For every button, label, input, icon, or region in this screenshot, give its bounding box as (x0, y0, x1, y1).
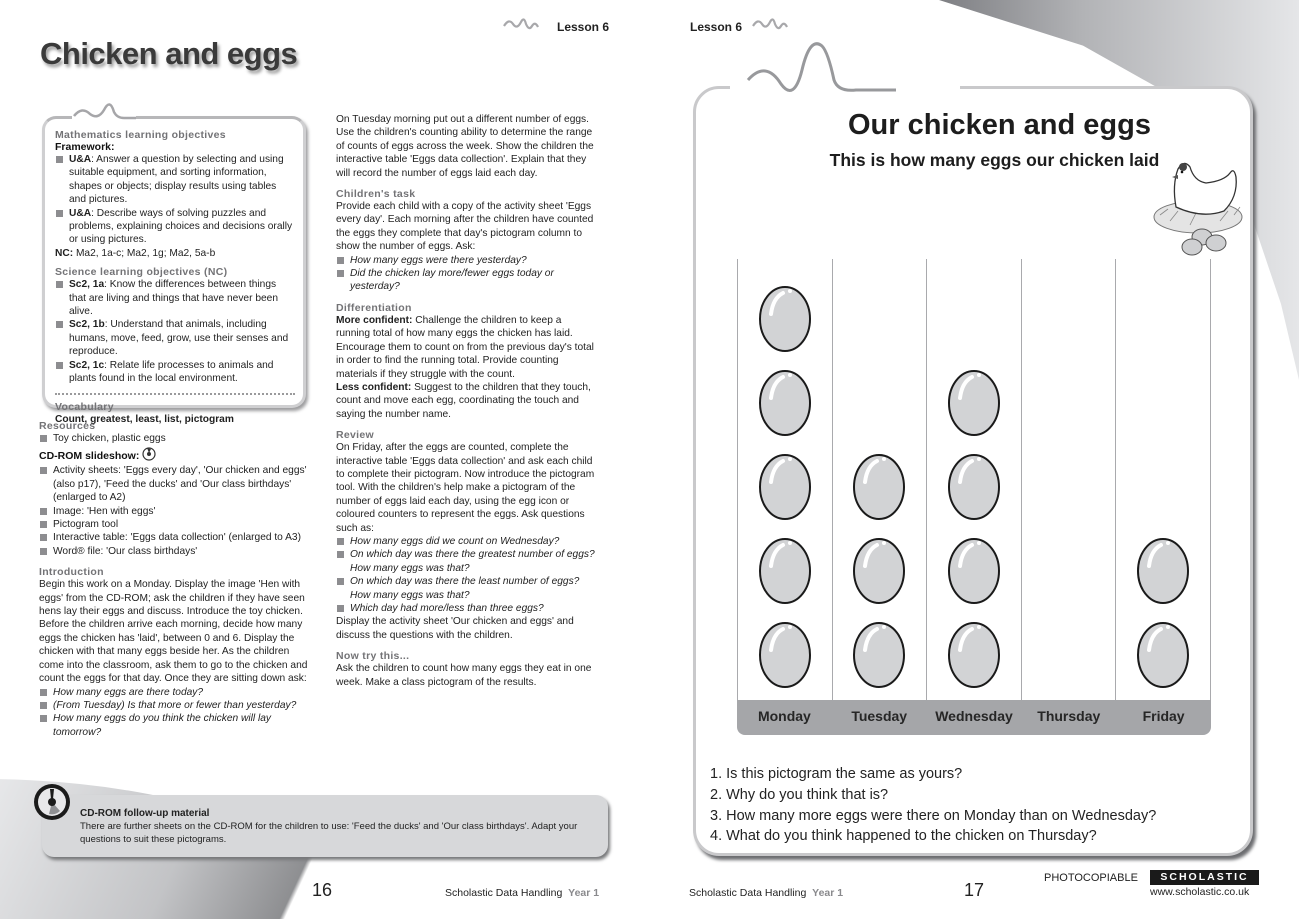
cdrom-followup-box (42, 795, 608, 857)
right-page (650, 0, 1299, 919)
resource-item: Toy chicken, plastic eggs (39, 432, 317, 445)
childrens-task-heading: Children's task (336, 188, 416, 201)
resource-item: Pictogram tool (39, 518, 317, 531)
introduction-question: (From Tuesday) Is that more or fewer than yesterday? (39, 699, 317, 712)
differentiation-heading: Differentiation (336, 301, 412, 314)
childrens-task-text: Provide each child with a copy of the activity sheet 'Eggs every day'. Each morning after the children have counted the eggs they complete that day's pictogram column to show the number of eggs. Ask: (336, 201, 594, 253)
hen-on-nest-icon (1150, 145, 1245, 260)
egg-icon (1135, 618, 1191, 690)
squiggle-icon (752, 14, 788, 34)
book-title-footer: Scholastic Data Handling Year 1 (689, 887, 844, 899)
objectives-box (42, 116, 306, 425)
pictogram-column-monday (737, 259, 832, 700)
question-item: 1. Is this pictogram the same as yours? (710, 766, 963, 782)
vocabulary-text: Count, greatest, least, list, pictogram (55, 413, 234, 425)
egg-icon (1135, 534, 1191, 606)
cdrom-followup-heading: CD-ROM follow-up material (80, 808, 210, 819)
review-text: On Friday, after the eggs are counted, complete the interactive table 'Eggs data collection' and ask each child to complete their pictogram. Now introduce the pictogram tool. With the children's help make a pictogram of the number of eggs laid each day, using the egg icon or coloured counters to represent the eggs. Ask questions such as: (336, 442, 595, 534)
resource-item: Word® file: 'Our class birthdays' (39, 545, 317, 558)
scholastic-logo: SCHOLASTIC (1150, 870, 1259, 885)
day-label: Tuesday (851, 708, 908, 724)
photocopiable-label: PHOTOCOPIABLE (1044, 872, 1138, 884)
resource-item: Image: 'Hen with eggs' (39, 505, 317, 518)
childrens-task-question: How many eggs were there yesterday? (336, 254, 598, 267)
egg-icon (851, 450, 907, 522)
tuesday-text: On Tuesday morning put out a different number of eggs. Use the children's counting ability to determine the range of counts of eggs across the week. Show the children the interactive table 'Eggs data collection'. Explain that they will record the number of eggs laid each day. (336, 114, 594, 179)
egg-icon (851, 534, 907, 606)
day-axis (737, 700, 1211, 735)
review-question: On which day was there the least number of eggs? How many eggs was that? (336, 575, 598, 602)
resources-column (39, 420, 317, 739)
framework-label: Framework: (55, 141, 115, 153)
book-title-footer: Scholastic Data Handling Year 1 (445, 887, 600, 899)
resource-item: Interactive table: 'Eggs data collection' (enlarged to A3) (39, 531, 317, 544)
egg-pictogram (737, 259, 1211, 735)
worksheet-title: Our chicken and eggs (848, 109, 1151, 141)
framework-item: U&A: Describe ways of solving puzzles and problems, explaining choices and decisions orally or using pictures. (55, 207, 295, 247)
resource-item: Activity sheets: 'Eggs every day', 'Our chicken and eggs' (also p17), 'Feed the ducks' and 'Our class birthdays' (enlarged to A2) (39, 464, 317, 504)
introduction-question: How many eggs do you think the chicken will lay tomorrow? (39, 712, 317, 739)
framework-item: U&A: Answer a question by selecting and using suitable equipment, and sorting information, shapes or objects; display results using tables and pictures. (55, 153, 295, 207)
childrens-task-question: Did the chicken lay more/fewer eggs today or yesterday? (336, 267, 598, 294)
egg-icon (757, 282, 813, 354)
less-confident-text: Less confident: Suggest to the children that they touch, count and move each egg, coordinating the touch and saying the number name. (336, 381, 591, 420)
egg-icon (757, 534, 813, 606)
day-label: Friday (1142, 708, 1185, 724)
cdrom-followup-text: There are further sheets on the CD-ROM for the children to use: 'Feed the ducks' and 'Our class birthdays'. Adapt your questions to suit these pictograms. (80, 821, 578, 845)
science-item: Sc2, 1b: Understand that animals, including humans, move, feed, grow, use their senses and reproduce. (55, 318, 295, 358)
squiggle-icon (503, 14, 539, 34)
activity-column (336, 113, 598, 689)
science-item: Sc2, 1c: Relate life processes to animals and plants found in the local environment. (55, 359, 295, 386)
review-heading: Review (336, 429, 374, 442)
question-item: 4. What do you think happened to the chicken on Thursday? (710, 828, 1097, 845)
worksheet-questions (710, 764, 1156, 847)
day-label: Wednesday (935, 708, 1013, 724)
squiggle-icon (72, 98, 136, 122)
pictogram-column-friday (1115, 259, 1211, 700)
more-confident-text: More confident: Challenge the children to keep a running total of how many eggs the chicken has laid. Encourage them to count on from the previous day's total in order to find the running total. Provide counting materials if they struggle with the count. (336, 314, 594, 380)
question-item: 3. How many more eggs were there on Monday than on Wednesday? (710, 807, 1157, 824)
cdrom-icon (142, 447, 156, 461)
egg-icon (757, 366, 813, 438)
cd-disc-icon (33, 783, 71, 821)
publisher-url[interactable]: www.scholastic.co.uk (1150, 886, 1250, 898)
resources-heading: Resources (39, 420, 96, 432)
nc-line: NC: Ma2, 1a-c; Ma2, 1g; Ma2, 5a-b (55, 247, 216, 259)
introduction-heading: Introduction (39, 566, 104, 579)
introduction-question: How many eggs are there today? (39, 686, 317, 699)
cdrom-slideshow-label: CD-ROM slideshow: (39, 447, 317, 462)
review-closing-text: Display the activity sheet 'Our chicken and eggs' and discuss the questions with the children. (336, 616, 574, 641)
dotted-divider (55, 393, 295, 395)
egg-icon (946, 534, 1002, 606)
science-objectives-heading: Science learning objectives (NC) (55, 266, 228, 279)
pictogram-column-wednesday (926, 259, 1021, 700)
page-number: 17 (964, 880, 985, 900)
day-label: Thursday (1037, 708, 1101, 724)
lesson-tag: Lesson 6 (690, 20, 743, 34)
science-item: Sc2, 1a: Know the differences between things that are living and things that have never been alive. (55, 278, 295, 318)
egg-icon (946, 618, 1002, 690)
vocabulary-heading: Vocabulary (55, 400, 114, 413)
pictogram-column-tuesday (832, 259, 927, 700)
question-item: 2. Why do you think that is? (710, 786, 889, 803)
egg-icon (757, 618, 813, 690)
math-objectives-heading: Mathematics learning objectives (55, 129, 226, 141)
egg-icon (946, 450, 1002, 522)
now-try-text: Ask the children to count how many eggs they eat in one week. Make a class pictogram of the results. (336, 663, 592, 688)
wave-icon (746, 40, 896, 100)
review-question: Which day had more/less than three eggs? (336, 602, 598, 615)
review-question: How many eggs did we count on Wednesday? (336, 535, 598, 548)
introduction-text: Begin this work on a Monday. Display the image 'Hen with eggs' from the CD-ROM; ask the children if they have seen hens lay their eggs and discuss. Introduce the toy chicken. Before the children arrive each morning, decide how many eggs the chicken has 'laid', between 0 and 6. Display the chicken with that many eggs beside her. As the children come into the classroom, ask them to go to the chicken and count the eggs for that day. Once they are sitting down ask: (39, 579, 308, 685)
egg-icon (946, 366, 1002, 438)
page-number: 16 (312, 880, 333, 900)
review-question: On which day was there the greatest number of eggs? How many eggs was that? (336, 548, 598, 575)
worksheet-subtitle: This is how many eggs our chicken laid (829, 150, 1160, 170)
lesson-tag: Lesson 6 (557, 20, 610, 34)
egg-icon (757, 450, 813, 522)
pictogram-columns (737, 259, 1211, 700)
pictogram-column-thursday (1021, 259, 1116, 700)
day-label: Monday (757, 708, 811, 724)
now-try-heading: Now try this... (336, 650, 410, 663)
egg-icon (851, 618, 907, 690)
page-title: Chicken and eggs (40, 36, 298, 71)
